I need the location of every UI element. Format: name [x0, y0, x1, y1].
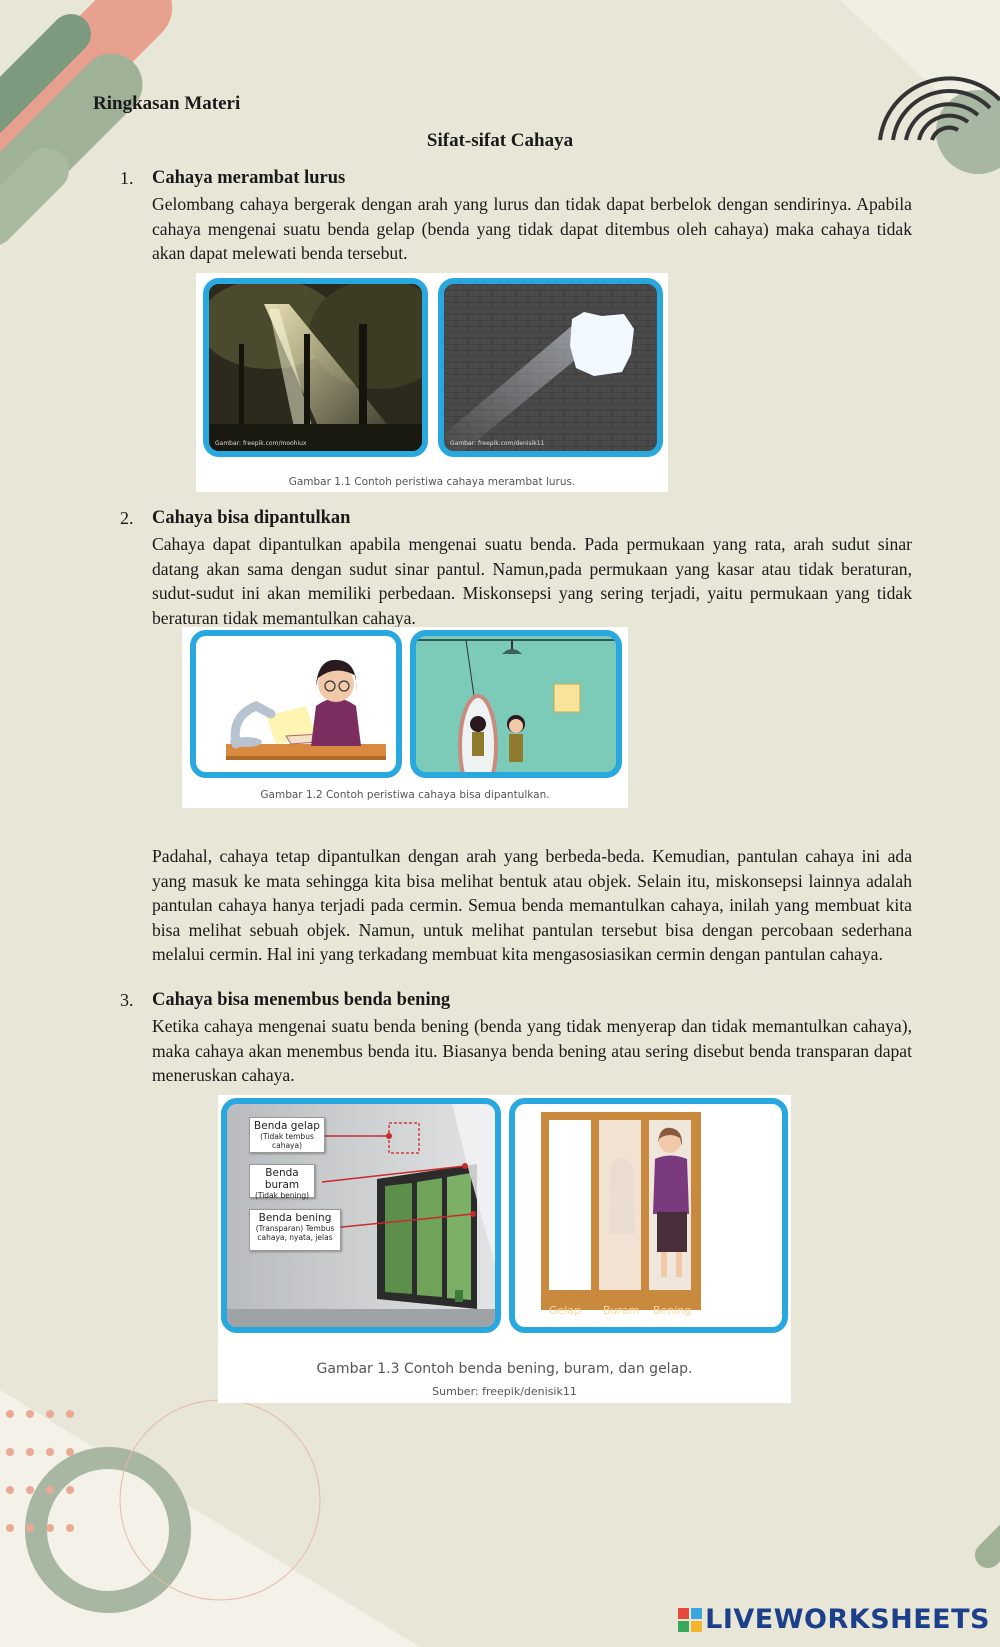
photo-credit: Gambar: freepik.com/moohiux	[215, 440, 307, 447]
forest-light-photo	[203, 278, 428, 457]
section-paragraph: Cahaya dapat dipantulkan apabila mengenai suatu benda. Pada permukaan yang rata, arah sudut sinar datang akan sama dengan sudut sinar pantul. Namun,pada permukaan yang kasar atau tidak beraturan, sudut-sudut ini akan memiliki perbedaan. Miskonsepsi yang sering terjadi, yaitu permukaan yang tidak beraturan tidak memantulkan cahaya.	[152, 534, 912, 628]
figure-1-2	[182, 627, 628, 808]
section-paragraph: Gelombang cahaya bergerak dengan arah yang lurus dan tidak dapat berbelok dengan sendirinya. Apabila cahaya mengenai suatu benda gelap (benda yang tidak dapat ditembus oleh cahaya) maka cahaya tidak akan dapat melewati benda tersebut.	[152, 194, 912, 263]
reading-lamp-illustration	[190, 630, 402, 778]
label-main: Benda buram	[264, 1167, 300, 1191]
section-title: Cahaya merambat lurus	[152, 168, 346, 188]
brick-wall-photo	[438, 278, 663, 457]
door-label: Buram	[603, 1304, 640, 1317]
section-title: Cahaya bisa dipantulkan	[152, 508, 351, 528]
section-number: 2.	[120, 508, 134, 528]
photo-credit: Gambar: freepik.com/denisik11	[450, 440, 545, 447]
label-main: Benda bening	[258, 1212, 332, 1224]
mirror-reflection-illustration	[416, 636, 616, 772]
figure-caption: Gambar 1.1 Contoh peristiwa cahaya merambat lurus.	[288, 476, 576, 488]
doors-illustration	[509, 1098, 788, 1333]
summary-heading: Ringkasan Materi	[93, 93, 241, 114]
section-paragraph-continued: Padahal, cahaya tetap dipantulkan dengan arah yang berbeda-beda. Kemudian, pantulan cahaya ini ada yang masuk ke mata sehingga kita bisa melihat bentuk atau objek. Selain itu, miskonsepsi lainnya adalah pantulan cahaya hanya terjadi pada cermin. Semua benda memantulkan cahaya, inilah yang membuat kita bisa melihat sebuah objek. Namun, untuk melihat pantulan tersebut bisa dengan percobaan sederhana melalui cermin. Hal ini yang terkadang membuat kita mengasosiasikan cermin dengan pantulan cahaya.	[152, 846, 912, 964]
section-number: 3.	[120, 990, 134, 1010]
dark-object-label	[249, 1117, 325, 1153]
section-title: Cahaya bisa menembus benda bening	[152, 990, 451, 1010]
girl-reading-illustration	[196, 636, 396, 772]
transparent-object-label	[249, 1209, 341, 1251]
door-label: Bening	[653, 1304, 692, 1317]
figure-source: Sumber: freepik/denisik11	[432, 1385, 577, 1398]
liveworksheets-logo	[677, 1604, 990, 1635]
figure-1-3	[218, 1095, 791, 1403]
brick-wall-illustration	[444, 284, 657, 451]
liveworksheets-wordmark: LIVEWORKSHEETS	[705, 1604, 990, 1635]
door-label: Gelap	[549, 1304, 582, 1317]
figure-caption: Gambar 1.3 Contoh benda bening, buram, dan gelap.	[316, 1361, 693, 1377]
mirror-illustration	[410, 630, 622, 778]
three-doors-illustration	[515, 1104, 782, 1327]
label-main: Benda gelap	[254, 1120, 320, 1132]
forest-light-illustration	[209, 284, 422, 451]
figure-1-1	[196, 273, 668, 492]
label-sub: (Tidak tembus cahaya)	[260, 1132, 314, 1150]
page-title: Sifat-sifat Cahaya	[426, 130, 574, 151]
figure-caption: Gambar 1.2 Contoh peristiwa cahaya bisa dipantulkan.	[260, 789, 550, 801]
section-number: 1.	[120, 168, 134, 188]
window-illustration	[221, 1098, 501, 1333]
liveworksheets-logo-icon	[677, 1607, 703, 1633]
label-sub: (Transparan) Tembus cahaya, nyata, jelas	[255, 1224, 335, 1242]
section-paragraph: Ketika cahaya mengenai suatu benda bening (benda yang tidak menyerap dan tidak memantulkan cahaya), maka cahaya akan menembus benda itu. Biasanya benda bening atau sering disebut benda transparan dapat meneruskan cahaya.	[152, 1016, 912, 1085]
translucent-object-label	[249, 1164, 315, 1198]
label-sub: (Tidak bening)	[254, 1191, 310, 1200]
